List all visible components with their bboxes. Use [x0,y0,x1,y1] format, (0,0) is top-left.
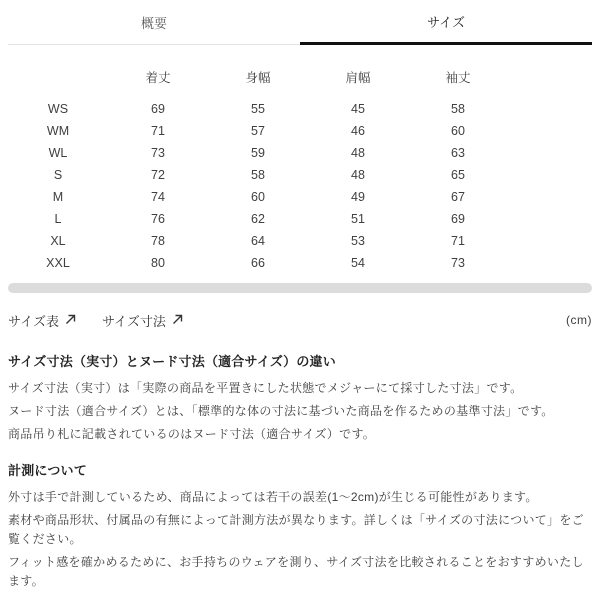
cell-value: 67 [451,190,465,204]
tab-size[interactable] [300,0,592,45]
cell-value: 60 [451,124,465,138]
unit-label: (cm) [566,313,592,327]
size-chart-link[interactable] [8,311,76,330]
column-header-sleeve: 袖丈 [445,71,471,85]
section-heading: サイズ寸法（実寸）とヌード寸法（適合サイズ）の違い [8,354,336,369]
tab-size-label: サイズ [427,14,465,30]
row-size-label: M [52,190,64,204]
cell-value: 69 [451,212,465,226]
cell-value: 64 [251,234,265,248]
row-size-label: WM [46,124,70,138]
size-dimensions-link-label: サイズ寸法 [101,313,166,329]
external-link-arrow-icon [172,313,183,328]
cell-value: 71 [451,234,465,248]
table-row [8,120,600,142]
table-row [8,142,600,164]
column-header-length: 着丈 [145,71,171,85]
column-header-width: 身幅 [245,71,271,85]
external-link-arrow-icon [65,313,76,328]
section-paragraph: 外寸は手で計測しているため、商品によっては若干の誤差(1～2cm)が生じる可能性があります。 [8,490,538,504]
section-heading: 計測について [8,463,87,478]
cell-value: 63 [451,146,465,160]
section-paragraph: 商品吊り札に記載されているのはヌード寸法（適合サイズ）です。 [8,427,376,441]
row-size-label: L [54,212,62,226]
section-paragraph: ヌード寸法（適合サイズ）とは、「標準的な体の寸法に基づいた商品を作るための基準寸法」です。 [8,404,554,418]
cell-value: 49 [351,190,365,204]
cell-value: 48 [351,168,365,182]
table-row [8,98,600,120]
tab-overview-label: 概要 [140,15,167,31]
cell-value: 58 [251,168,265,182]
cell-value: 58 [451,102,465,116]
table-row [8,164,600,186]
section-size-definition [8,352,592,444]
cell-value: 53 [351,234,365,248]
cell-value: 46 [351,124,365,138]
cell-value: 73 [451,256,465,270]
table-links-row [8,310,592,330]
cell-value: 54 [351,256,365,270]
cell-value: 62 [251,212,265,226]
size-dimensions-link[interactable] [102,311,183,330]
cell-value: 66 [251,256,265,270]
cell-value: 73 [151,146,165,160]
cell-value: 71 [151,124,165,138]
section-paragraph: フィット感を確かめるために、お手持ちのウェアを測り、サイズ寸法を比較されることをおすすめいたします。 [8,555,584,588]
section-measurement-notes [8,461,592,591]
cell-value: 65 [451,168,465,182]
section-paragraph: サイズ寸法（実寸）は「実際の商品を平置きにした状態でメジャーにて採寸した寸法」です。 [8,381,523,395]
section-paragraph: 素材や商品形状、付属品の有無によって計測方法が異なります。詳しくは「サイズの寸法について」をご覧ください。 [8,513,584,546]
cell-value: 59 [251,146,265,160]
tab-bar [8,0,592,45]
cell-value: 76 [151,212,165,226]
cell-value: 78 [151,234,165,248]
cell-value: 51 [351,212,365,226]
cell-value: 57 [251,124,265,138]
cell-value: 55 [251,102,265,116]
table-header-row [8,65,600,91]
row-size-label: WL [48,146,68,160]
cell-value: 60 [251,190,265,204]
size-table [8,65,600,274]
cell-value: 45 [351,102,365,116]
size-chart-link-label: サイズ表 [8,313,59,329]
table-row [8,186,600,208]
cell-value: 69 [151,102,165,116]
cell-value: 48 [351,146,365,160]
cell-value: 74 [151,190,165,204]
column-header-shoulder: 肩幅 [345,71,371,85]
table-horizontal-scrollbar[interactable] [8,283,592,293]
row-size-label: S [53,168,63,182]
tab-overview[interactable] [8,0,300,45]
cell-value: 80 [151,256,165,270]
corner-cell [8,65,108,91]
row-size-label: WS [47,102,69,116]
table-row [8,252,600,274]
table-row [8,230,600,252]
cell-value: 72 [151,168,165,182]
row-size-label: XL [50,234,66,248]
row-size-label: XXL [46,256,70,270]
table-row [8,208,600,230]
